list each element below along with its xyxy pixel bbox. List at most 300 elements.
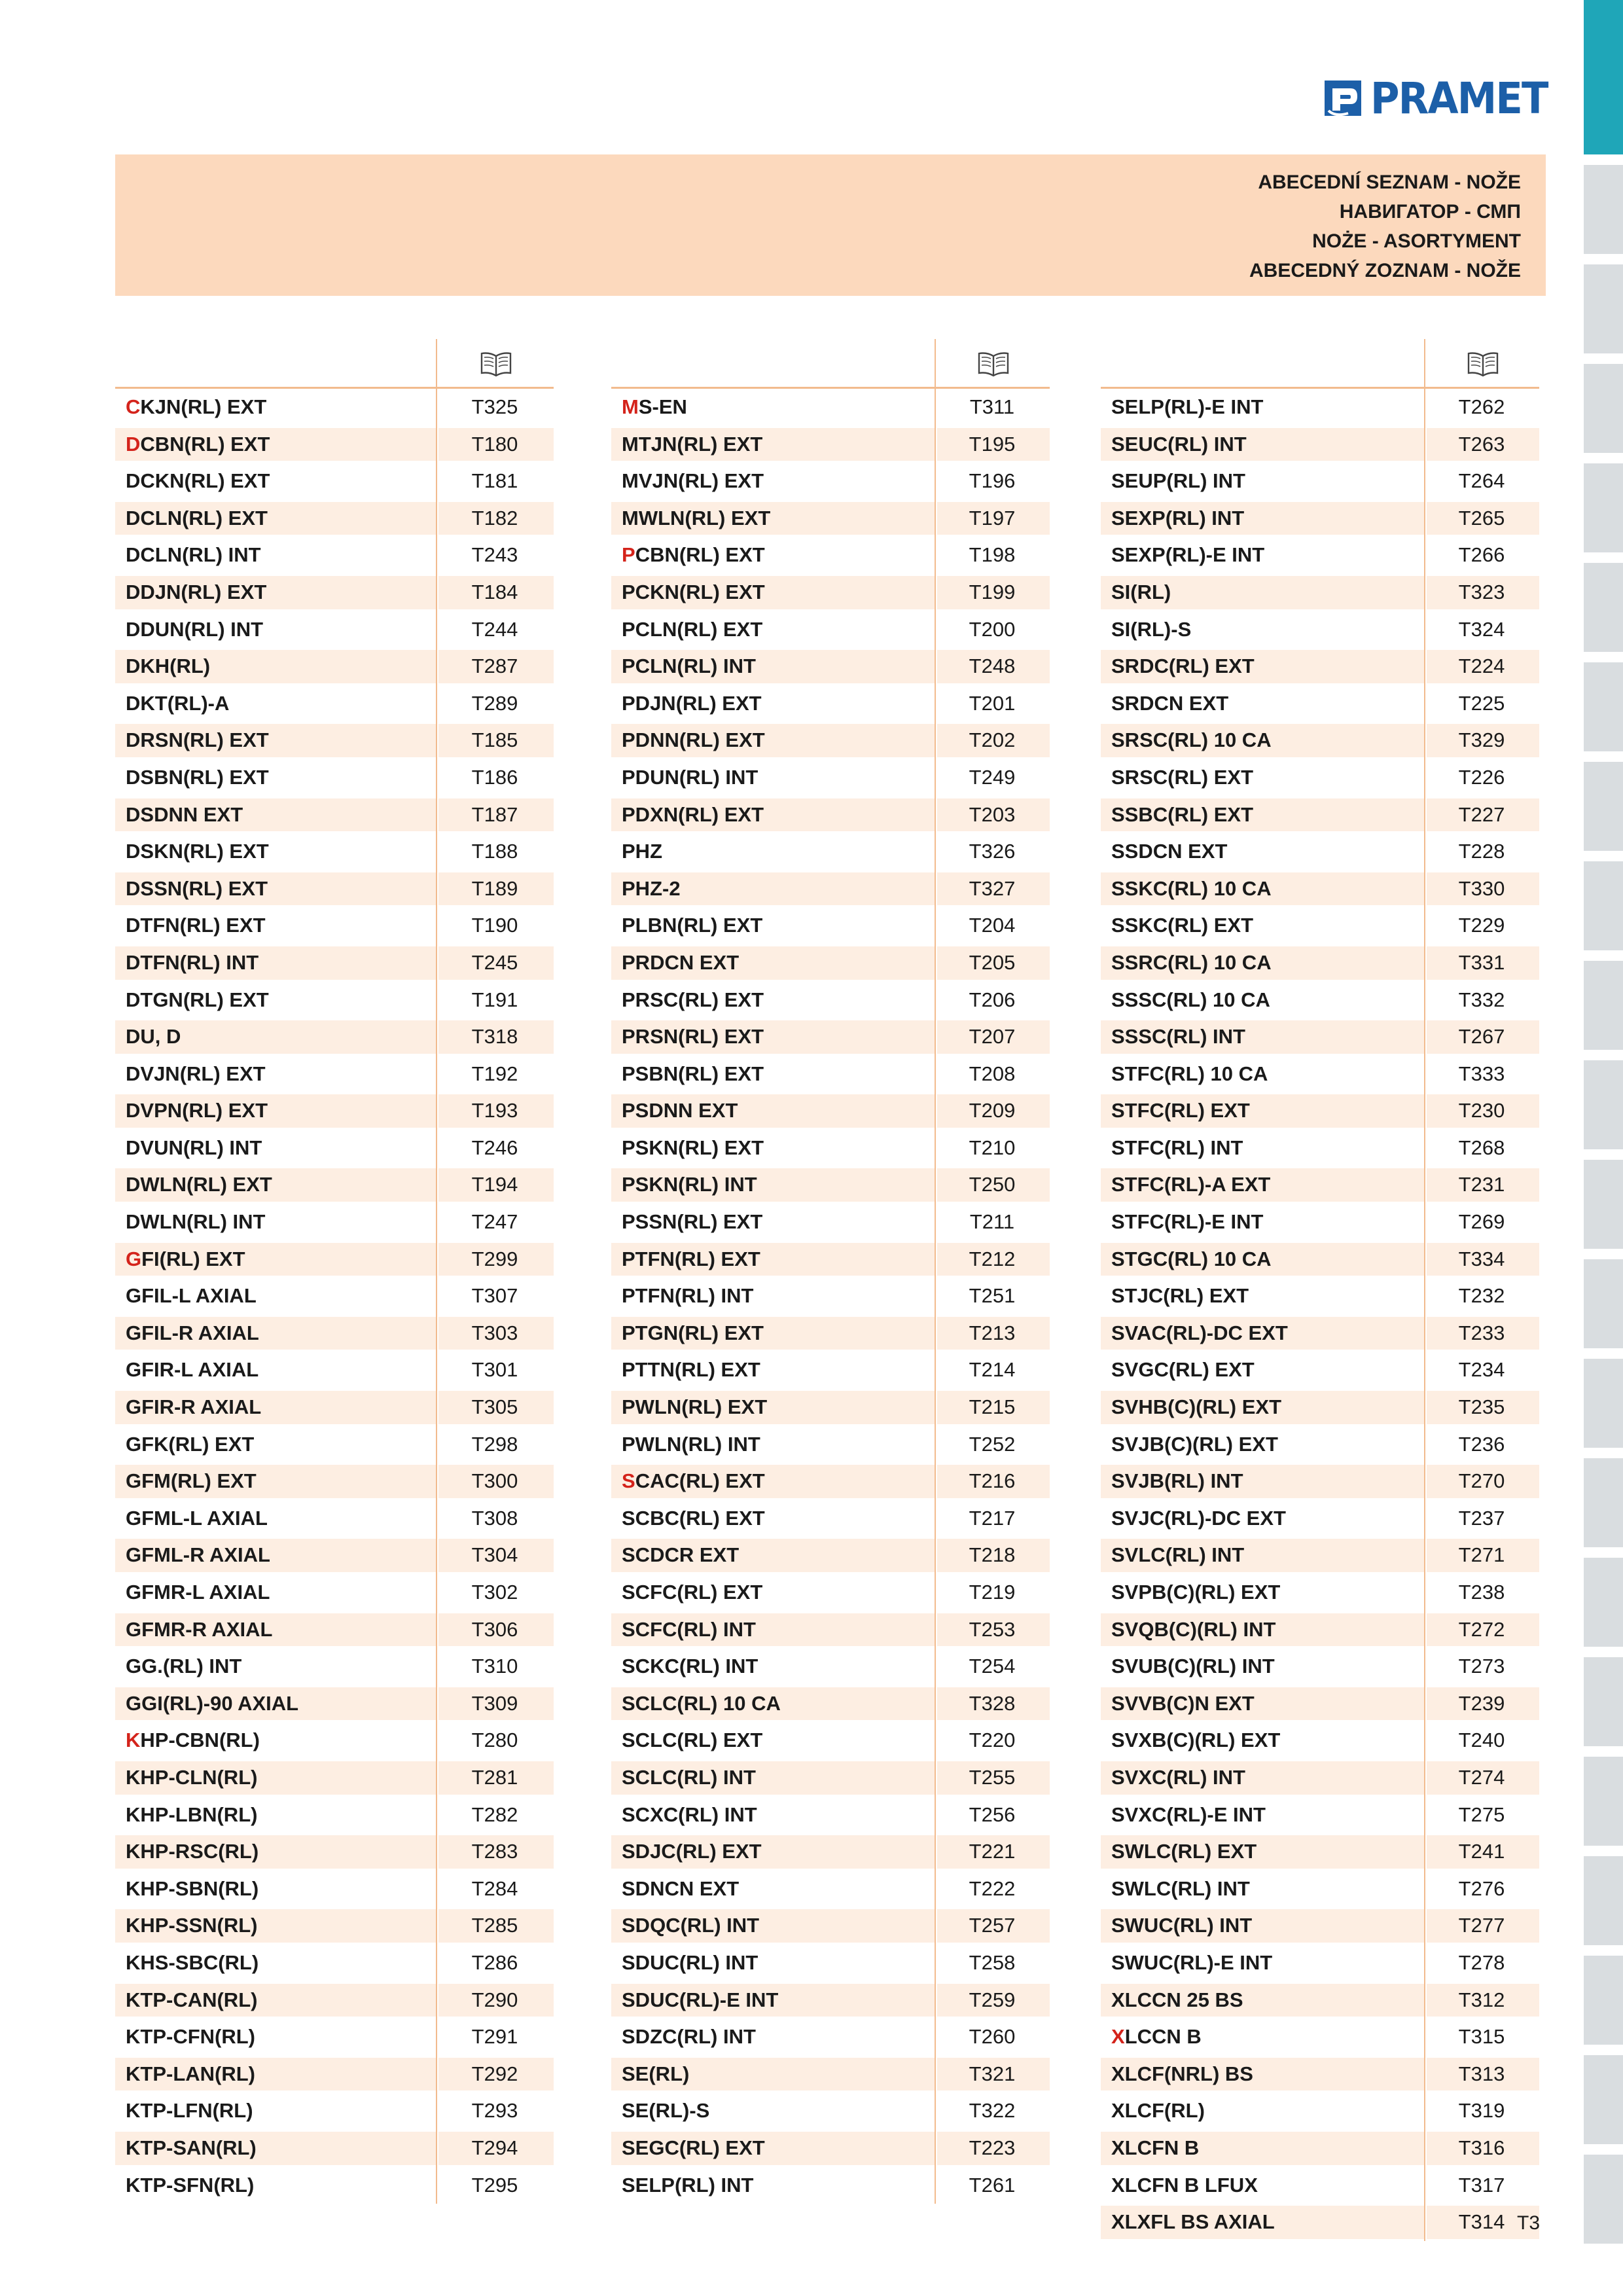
- page-reference[interactable]: T216: [969, 1469, 1016, 1493]
- page-reference[interactable]: T311: [969, 395, 1015, 418]
- page-reference[interactable]: T293: [471, 2099, 518, 2123]
- index-row[interactable]: [1101, 1166, 1539, 1204]
- index-row[interactable]: [611, 1574, 1050, 1611]
- page-reference[interactable]: T309: [471, 1691, 518, 1715]
- index-row[interactable]: [611, 2130, 1050, 2167]
- page-reference[interactable]: T266: [1458, 543, 1505, 567]
- section-tab[interactable]: [1584, 364, 1623, 453]
- page-reference[interactable]: T198: [969, 543, 1016, 567]
- index-row[interactable]: [1101, 463, 1539, 500]
- page-reference[interactable]: T306: [471, 1617, 518, 1641]
- page-reference[interactable]: T254: [969, 1655, 1016, 1678]
- index-row[interactable]: [611, 1982, 1050, 2019]
- index-row[interactable]: [115, 1241, 554, 1278]
- page-reference[interactable]: T222: [969, 1876, 1016, 1900]
- index-row[interactable]: [611, 1204, 1050, 1241]
- index-row[interactable]: [1101, 1574, 1539, 1611]
- section-tab-active[interactable]: [1584, 0, 1623, 154]
- index-row[interactable]: [1101, 426, 1539, 463]
- index-row[interactable]: [611, 574, 1050, 611]
- index-row[interactable]: [115, 648, 554, 685]
- page-reference[interactable]: T227: [1458, 802, 1505, 826]
- page-reference[interactable]: T315: [1458, 2025, 1505, 2049]
- page-reference[interactable]: T276: [1458, 1876, 1505, 1900]
- page-reference[interactable]: T188: [471, 840, 518, 863]
- page-reference[interactable]: T301: [471, 1358, 518, 1382]
- index-row[interactable]: [1101, 1130, 1539, 1167]
- page-reference[interactable]: T196: [969, 469, 1016, 493]
- index-row[interactable]: [611, 1018, 1050, 1056]
- section-tab[interactable]: [1584, 264, 1623, 353]
- section-tab[interactable]: [1584, 463, 1623, 552]
- page-reference[interactable]: T305: [471, 1395, 518, 1419]
- index-row[interactable]: [1101, 797, 1539, 834]
- index-row[interactable]: [611, 648, 1050, 685]
- page-reference[interactable]: T186: [471, 765, 518, 789]
- page-reference[interactable]: T259: [969, 1988, 1016, 2011]
- page-reference[interactable]: T260: [969, 2025, 1016, 2049]
- index-row[interactable]: [1101, 2056, 1539, 2093]
- page-reference[interactable]: T235: [1458, 1395, 1505, 1419]
- index-row[interactable]: [611, 1166, 1050, 1204]
- page-reference[interactable]: T323: [1458, 580, 1505, 603]
- page-reference[interactable]: T326: [969, 840, 1016, 863]
- index-row[interactable]: [115, 1389, 554, 1426]
- section-tab[interactable]: [1584, 1458, 1623, 1547]
- page-reference[interactable]: T282: [471, 1803, 518, 1826]
- page-reference[interactable]: T217: [969, 1506, 1016, 1530]
- page-reference[interactable]: T329: [1458, 728, 1505, 752]
- page-reference[interactable]: T319: [1458, 2099, 1505, 2123]
- index-row[interactable]: [1101, 1537, 1539, 1574]
- page-reference[interactable]: T194: [471, 1173, 518, 1196]
- page-reference[interactable]: T243: [471, 543, 518, 567]
- page-reference[interactable]: T261: [969, 2173, 1016, 2197]
- page-reference[interactable]: T182: [471, 506, 518, 529]
- index-row[interactable]: [1101, 833, 1539, 870]
- page-reference[interactable]: T253: [969, 1617, 1016, 1641]
- index-row[interactable]: [115, 870, 554, 908]
- page-reference[interactable]: T295: [471, 2173, 518, 2197]
- index-row[interactable]: [611, 907, 1050, 944]
- index-row[interactable]: [611, 500, 1050, 537]
- index-row[interactable]: [1101, 1426, 1539, 1463]
- index-row[interactable]: [115, 1611, 554, 1649]
- page-reference[interactable]: T284: [471, 1876, 518, 1900]
- page-reference[interactable]: T310: [471, 1655, 518, 1678]
- index-row[interactable]: [1101, 1463, 1539, 1500]
- index-row[interactable]: [611, 1871, 1050, 1908]
- page-reference[interactable]: T312: [1458, 1988, 1505, 2011]
- index-row[interactable]: [611, 1648, 1050, 1685]
- page-reference[interactable]: T230: [1458, 1099, 1505, 1122]
- page-reference[interactable]: T181: [471, 469, 518, 493]
- page-reference[interactable]: T233: [1458, 1321, 1505, 1344]
- page-reference[interactable]: T308: [471, 1506, 518, 1530]
- index-row[interactable]: [1101, 1648, 1539, 1685]
- page-reference[interactable]: T195: [969, 432, 1016, 456]
- index-row[interactable]: [115, 2056, 554, 2093]
- index-row[interactable]: [611, 1611, 1050, 1649]
- page-reference[interactable]: T283: [471, 1840, 518, 1863]
- section-tab[interactable]: [1584, 762, 1623, 851]
- page-reference[interactable]: T205: [969, 950, 1016, 974]
- index-row[interactable]: [1101, 1389, 1539, 1426]
- section-tab[interactable]: [1584, 1060, 1623, 1149]
- section-tab[interactable]: [1584, 662, 1623, 751]
- index-row[interactable]: [1101, 1685, 1539, 1723]
- index-row[interactable]: [1101, 685, 1539, 723]
- page-reference[interactable]: T294: [471, 2136, 518, 2159]
- index-row[interactable]: [611, 1945, 1050, 1982]
- page-reference[interactable]: T324: [1458, 617, 1505, 641]
- index-row[interactable]: [115, 1871, 554, 1908]
- index-row[interactable]: [115, 2018, 554, 2056]
- section-tab[interactable]: [1584, 961, 1623, 1050]
- index-row[interactable]: [1101, 2092, 1539, 2130]
- index-row[interactable]: [115, 1352, 554, 1389]
- index-row[interactable]: [115, 1092, 554, 1130]
- index-row[interactable]: [1101, 1500, 1539, 1537]
- section-tab[interactable]: [1584, 1657, 1623, 1746]
- index-row[interactable]: [611, 1426, 1050, 1463]
- index-row[interactable]: [611, 1500, 1050, 1537]
- index-row[interactable]: [115, 1500, 554, 1537]
- page-reference[interactable]: T246: [471, 1136, 518, 1159]
- page-reference[interactable]: T275: [1458, 1803, 1505, 1826]
- page-reference[interactable]: T272: [1458, 1617, 1505, 1641]
- index-row[interactable]: [611, 797, 1050, 834]
- index-row[interactable]: [115, 1166, 554, 1204]
- page-reference[interactable]: T207: [969, 1025, 1016, 1049]
- index-row[interactable]: [115, 2130, 554, 2167]
- index-row[interactable]: [1101, 1907, 1539, 1945]
- page-reference[interactable]: T299: [471, 1247, 518, 1270]
- index-row[interactable]: [1101, 759, 1539, 797]
- index-row[interactable]: [115, 1648, 554, 1685]
- index-row[interactable]: [1101, 1759, 1539, 1797]
- index-row[interactable]: [611, 537, 1050, 574]
- page-reference[interactable]: T203: [969, 802, 1016, 826]
- index-row[interactable]: [1101, 1278, 1539, 1315]
- page-reference[interactable]: T258: [969, 1950, 1016, 1974]
- index-row[interactable]: [115, 1907, 554, 1945]
- index-row[interactable]: [611, 944, 1050, 982]
- index-row[interactable]: [1101, 1241, 1539, 1278]
- page-reference[interactable]: T208: [969, 1062, 1016, 1085]
- index-row[interactable]: [611, 833, 1050, 870]
- index-row[interactable]: [611, 1833, 1050, 1871]
- page-reference[interactable]: T223: [969, 2136, 1016, 2159]
- page-reference[interactable]: T202: [969, 728, 1016, 752]
- index-row[interactable]: [611, 1352, 1050, 1389]
- page-reference[interactable]: T256: [969, 1803, 1016, 1826]
- index-row[interactable]: [1101, 722, 1539, 759]
- index-row[interactable]: [1101, 389, 1539, 426]
- page-reference[interactable]: T300: [471, 1469, 518, 1493]
- index-row[interactable]: [611, 426, 1050, 463]
- page-reference[interactable]: T240: [1458, 1729, 1505, 1752]
- page-reference[interactable]: T213: [969, 1321, 1016, 1344]
- page-reference[interactable]: T189: [471, 876, 518, 900]
- index-row[interactable]: [611, 1685, 1050, 1723]
- index-row[interactable]: [1101, 1611, 1539, 1649]
- page-reference[interactable]: T265: [1458, 506, 1505, 529]
- page-reference[interactable]: T206: [969, 988, 1016, 1011]
- index-row[interactable]: [1101, 1722, 1539, 1759]
- page-reference[interactable]: T238: [1458, 1581, 1505, 1604]
- section-tab[interactable]: [1584, 2055, 1623, 2144]
- page-reference[interactable]: T289: [471, 691, 518, 715]
- index-row[interactable]: [115, 1574, 554, 1611]
- index-row[interactable]: [115, 907, 554, 944]
- page-reference[interactable]: T292: [471, 2062, 518, 2085]
- index-row[interactable]: [611, 1537, 1050, 1574]
- index-row[interactable]: [115, 2092, 554, 2130]
- page-reference[interactable]: T255: [969, 1765, 1016, 1789]
- index-row[interactable]: [1101, 2204, 1539, 2241]
- page-reference[interactable]: T221: [969, 1840, 1016, 1863]
- index-row[interactable]: [115, 500, 554, 537]
- page-reference[interactable]: T185: [471, 728, 518, 752]
- index-row[interactable]: [1101, 1833, 1539, 1871]
- page-reference[interactable]: T332: [1458, 988, 1505, 1011]
- index-row[interactable]: [1101, 1092, 1539, 1130]
- page-reference[interactable]: T236: [1458, 1432, 1505, 1456]
- page-reference[interactable]: T250: [969, 1173, 1016, 1196]
- section-tab[interactable]: [1584, 563, 1623, 652]
- section-tab[interactable]: [1584, 1160, 1623, 1249]
- page-reference[interactable]: T224: [1458, 655, 1505, 678]
- section-tab[interactable]: [1584, 165, 1623, 254]
- index-row[interactable]: [115, 833, 554, 870]
- page-reference[interactable]: T218: [969, 1543, 1016, 1567]
- page-reference[interactable]: T226: [1458, 765, 1505, 789]
- page-reference[interactable]: T274: [1458, 1765, 1505, 1789]
- page-reference[interactable]: T193: [471, 1099, 518, 1122]
- index-row[interactable]: [611, 759, 1050, 797]
- index-row[interactable]: [611, 463, 1050, 500]
- index-row[interactable]: [1101, 2018, 1539, 2056]
- page-reference[interactable]: T204: [969, 914, 1016, 937]
- index-row[interactable]: [115, 611, 554, 649]
- index-row[interactable]: [115, 1833, 554, 1871]
- index-row[interactable]: [115, 1018, 554, 1056]
- page-reference[interactable]: T211: [969, 1210, 1015, 1234]
- index-row[interactable]: [611, 1907, 1050, 1945]
- page-reference[interactable]: T334: [1458, 1247, 1505, 1270]
- index-row[interactable]: [611, 1056, 1050, 1093]
- index-row[interactable]: [611, 1389, 1050, 1426]
- page-reference[interactable]: T248: [969, 655, 1016, 678]
- page-reference[interactable]: T190: [471, 914, 518, 937]
- index-row[interactable]: [1101, 1056, 1539, 1093]
- index-row[interactable]: [115, 1204, 554, 1241]
- page-reference[interactable]: T291: [471, 2025, 518, 2049]
- page-reference[interactable]: T280: [471, 1729, 518, 1752]
- page-reference[interactable]: T267: [1458, 1025, 1505, 1049]
- index-row[interactable]: [115, 2167, 554, 2204]
- index-row[interactable]: [611, 1759, 1050, 1797]
- page-reference[interactable]: T321: [969, 2062, 1016, 2085]
- page-reference[interactable]: T303: [471, 1321, 518, 1344]
- index-row[interactable]: [1101, 1797, 1539, 1834]
- index-row[interactable]: [115, 537, 554, 574]
- index-row[interactable]: [115, 1759, 554, 1797]
- index-row[interactable]: [611, 870, 1050, 908]
- page-reference[interactable]: T212: [969, 1247, 1016, 1270]
- index-row[interactable]: [1101, 1018, 1539, 1056]
- index-row[interactable]: [1101, 944, 1539, 982]
- page-reference[interactable]: T268: [1458, 1136, 1505, 1159]
- index-row[interactable]: [1101, 611, 1539, 649]
- page-reference[interactable]: T277: [1458, 1914, 1505, 1937]
- index-row[interactable]: [1101, 648, 1539, 685]
- page-reference[interactable]: T197: [969, 506, 1016, 529]
- index-row[interactable]: [115, 685, 554, 723]
- index-row[interactable]: [115, 1130, 554, 1167]
- index-row[interactable]: [115, 722, 554, 759]
- index-row[interactable]: [115, 759, 554, 797]
- index-row[interactable]: [115, 944, 554, 982]
- page-reference[interactable]: T225: [1458, 691, 1505, 715]
- page-reference[interactable]: T298: [471, 1432, 518, 1456]
- section-tab[interactable]: [1584, 2155, 1623, 2244]
- page-reference[interactable]: T313: [1458, 2062, 1505, 2085]
- index-row[interactable]: [611, 1463, 1050, 1500]
- page-reference[interactable]: T264: [1458, 469, 1505, 493]
- index-row[interactable]: [611, 389, 1050, 426]
- index-row[interactable]: [611, 982, 1050, 1019]
- index-row[interactable]: [115, 1982, 554, 2019]
- index-row[interactable]: [115, 1537, 554, 1574]
- index-row[interactable]: [1101, 1204, 1539, 1241]
- index-row[interactable]: [115, 1722, 554, 1759]
- index-row[interactable]: [611, 2056, 1050, 2093]
- section-tab[interactable]: [1584, 1856, 1623, 1945]
- page-reference[interactable]: T314: [1458, 2210, 1505, 2234]
- page-reference[interactable]: T307: [471, 1284, 518, 1308]
- section-tab[interactable]: [1584, 861, 1623, 950]
- page-reference[interactable]: T286: [471, 1950, 518, 1974]
- index-row[interactable]: [1101, 537, 1539, 574]
- page-reference[interactable]: T328: [969, 1691, 1016, 1715]
- page-reference[interactable]: T262: [1458, 395, 1505, 418]
- index-row[interactable]: [1101, 1982, 1539, 2019]
- page-reference[interactable]: T244: [471, 617, 518, 641]
- page-reference[interactable]: T330: [1458, 876, 1505, 900]
- page-reference[interactable]: T325: [471, 395, 518, 418]
- page-reference[interactable]: T290: [471, 1988, 518, 2011]
- page-reference[interactable]: T232: [1458, 1284, 1505, 1308]
- index-row[interactable]: [611, 2167, 1050, 2204]
- page-reference[interactable]: T257: [969, 1914, 1016, 1937]
- index-row[interactable]: [611, 1315, 1050, 1352]
- index-row[interactable]: [1101, 1945, 1539, 1982]
- page-reference[interactable]: T199: [969, 580, 1016, 603]
- index-row[interactable]: [115, 982, 554, 1019]
- page-reference[interactable]: T214: [969, 1358, 1016, 1382]
- page-reference[interactable]: T287: [471, 655, 518, 678]
- page-reference[interactable]: T241: [1458, 1840, 1505, 1863]
- index-row[interactable]: [611, 1722, 1050, 1759]
- index-row[interactable]: [611, 1092, 1050, 1130]
- page-reference[interactable]: T247: [471, 1210, 518, 1234]
- page-reference[interactable]: T331: [1458, 950, 1505, 974]
- index-row[interactable]: [1101, 574, 1539, 611]
- page-reference[interactable]: T210: [969, 1136, 1016, 1159]
- index-row[interactable]: [115, 1797, 554, 1834]
- page-reference[interactable]: T184: [471, 580, 518, 603]
- index-row[interactable]: [1101, 907, 1539, 944]
- index-row[interactable]: [1101, 870, 1539, 908]
- page-reference[interactable]: T278: [1458, 1950, 1505, 1974]
- page-reference[interactable]: T322: [969, 2099, 1016, 2123]
- page-reference[interactable]: T273: [1458, 1655, 1505, 1678]
- index-row[interactable]: [611, 1278, 1050, 1315]
- page-reference[interactable]: T302: [471, 1581, 518, 1604]
- index-row[interactable]: [1101, 1315, 1539, 1352]
- page-reference[interactable]: T209: [969, 1099, 1016, 1122]
- page-reference[interactable]: T228: [1458, 840, 1505, 863]
- index-row[interactable]: [1101, 2167, 1539, 2204]
- section-tab[interactable]: [1584, 1558, 1623, 1647]
- page-reference[interactable]: T285: [471, 1914, 518, 1937]
- index-row[interactable]: [611, 1130, 1050, 1167]
- index-row[interactable]: [115, 1685, 554, 1723]
- page-reference[interactable]: T304: [471, 1543, 518, 1567]
- page-reference[interactable]: T234: [1458, 1358, 1505, 1382]
- index-row[interactable]: [1101, 982, 1539, 1019]
- index-row[interactable]: [611, 611, 1050, 649]
- index-row[interactable]: [611, 722, 1050, 759]
- page-reference[interactable]: T201: [969, 691, 1016, 715]
- page-reference[interactable]: T229: [1458, 914, 1505, 937]
- page-reference[interactable]: T239: [1458, 1691, 1505, 1715]
- page-reference[interactable]: T269: [1458, 1210, 1505, 1234]
- page-reference[interactable]: T318: [471, 1025, 518, 1049]
- index-row[interactable]: [115, 1945, 554, 1982]
- page-reference[interactable]: T317: [1458, 2173, 1505, 2197]
- page-reference[interactable]: T252: [969, 1432, 1016, 1456]
- index-row[interactable]: [115, 389, 554, 426]
- index-row[interactable]: [611, 1241, 1050, 1278]
- page-reference[interactable]: T215: [969, 1395, 1016, 1419]
- index-row[interactable]: [1101, 1352, 1539, 1389]
- page-reference[interactable]: T231: [1458, 1173, 1505, 1196]
- page-reference[interactable]: T249: [969, 765, 1016, 789]
- page-reference[interactable]: T237: [1458, 1506, 1505, 1530]
- index-row[interactable]: [115, 426, 554, 463]
- page-reference[interactable]: T192: [471, 1062, 518, 1085]
- index-row[interactable]: [1101, 1871, 1539, 1908]
- index-row[interactable]: [115, 1056, 554, 1093]
- index-row[interactable]: [115, 574, 554, 611]
- index-row[interactable]: [115, 463, 554, 500]
- page-reference[interactable]: T219: [969, 1581, 1016, 1604]
- section-tab[interactable]: [1584, 1757, 1623, 1846]
- index-row[interactable]: [1101, 500, 1539, 537]
- page-reference[interactable]: T245: [471, 950, 518, 974]
- page-reference[interactable]: T333: [1458, 1062, 1505, 1085]
- page-reference[interactable]: T327: [969, 876, 1016, 900]
- page-reference[interactable]: T200: [969, 617, 1016, 641]
- index-row[interactable]: [115, 1315, 554, 1352]
- index-row[interactable]: [611, 1797, 1050, 1834]
- page-reference[interactable]: T316: [1458, 2136, 1505, 2159]
- page-reference[interactable]: T271: [1458, 1543, 1505, 1567]
- index-row[interactable]: [115, 1426, 554, 1463]
